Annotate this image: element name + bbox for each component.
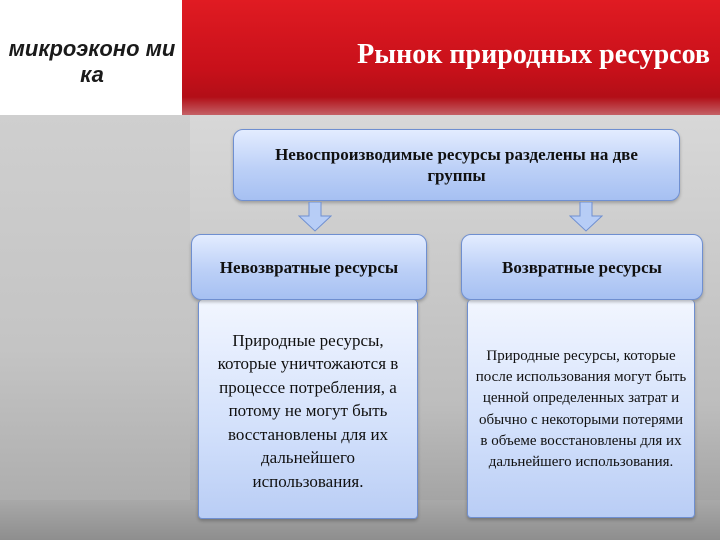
description-node-nonreturnable	[198, 300, 418, 519]
root-node-text: Невоспроизводимые ресурсы разделены на две группы	[275, 145, 638, 185]
subject-label: микроэконо мика	[8, 36, 176, 87]
category-label: Возвратные ресурсы	[502, 257, 662, 277]
category-label: Невозвратные ресурсы	[219, 257, 399, 277]
header-title-panel	[182, 0, 720, 115]
background-left-band	[0, 115, 190, 540]
category-node-nonreturnable	[191, 234, 427, 300]
arrow-down-icon	[298, 202, 332, 232]
description-text: Природные ресурсы, которые после использования могут быть ценной определенных затрат и обычно с некоторыми потерями в объеме восстановлены для их дальнейшего использования.	[475, 347, 687, 471]
category-node-returnable	[461, 234, 703, 300]
description-node-returnable	[467, 300, 695, 518]
page-title: Рынок природных ресурсов	[357, 39, 710, 70]
description-text: Природные ресурсы, которые уничтожаются в процессе потребления, а потому не могут быть восстановлены для их дальнейшего использования.	[217, 330, 399, 491]
root-node	[233, 129, 680, 201]
arrow-down-icon	[569, 202, 603, 232]
header-subject-panel	[0, 0, 182, 115]
